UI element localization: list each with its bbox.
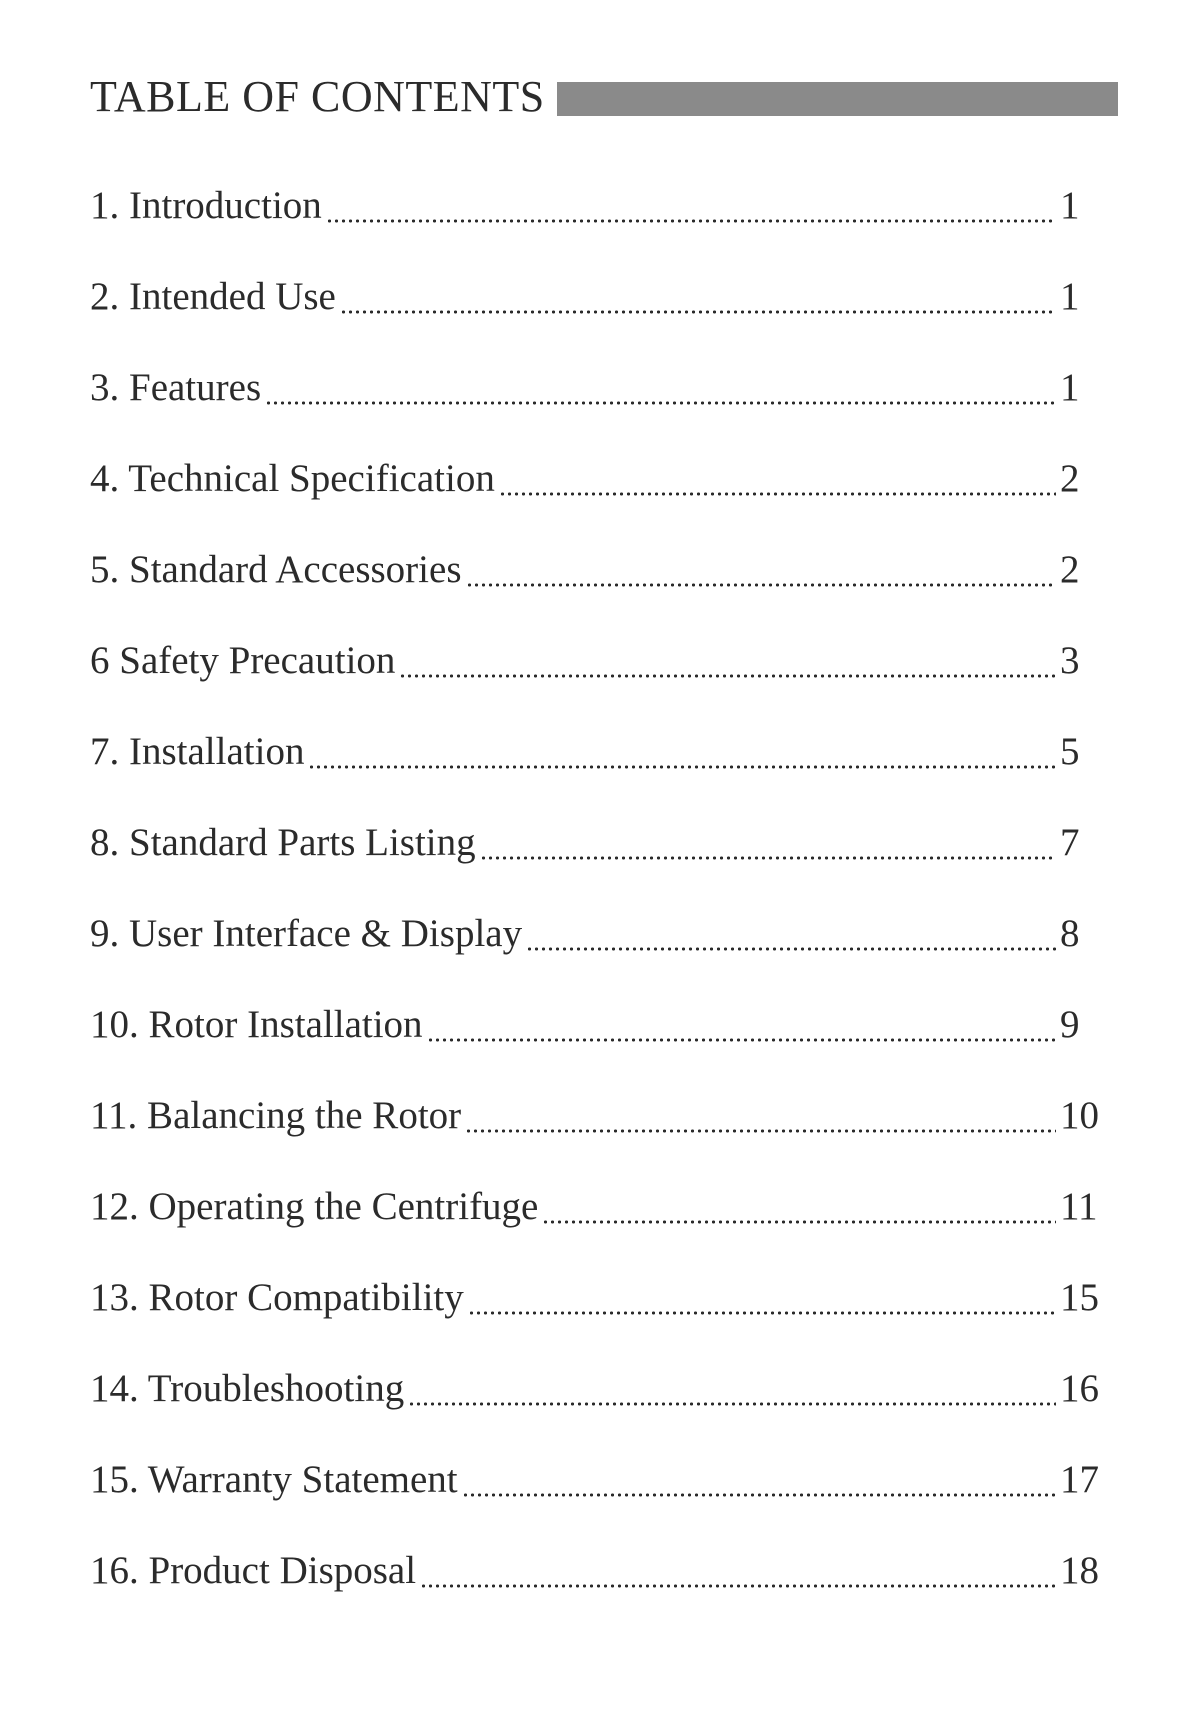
toc-entry-label: 1. Introduction [90, 184, 322, 227]
toc-dot-leader [466, 583, 1057, 587]
toc-dot-leader [542, 1220, 1056, 1224]
toc-dot-leader [480, 856, 1056, 860]
toc-entry[interactable] [90, 1161, 1110, 1252]
toc-dot-leader [326, 219, 1056, 223]
toc-entry-page-number: 11 [1060, 1185, 1098, 1228]
toc-entry[interactable] [90, 888, 1110, 979]
toc-entry[interactable] [90, 342, 1110, 433]
toc-entry[interactable] [90, 433, 1110, 524]
toc-entry-page-number: 2 [1060, 548, 1080, 591]
toc-entry-page-number: 15 [1060, 1276, 1099, 1319]
toc-entry-page-number: 1 [1060, 275, 1080, 318]
toc-entry-page-number: 9 [1060, 1003, 1080, 1046]
toc-entry-label: 2. Intended Use [90, 275, 336, 318]
toc-entry-page-number: 17 [1060, 1458, 1099, 1501]
toc-dot-leader [526, 947, 1056, 951]
table-of-contents [90, 160, 1110, 1616]
toc-entry-page-number: 5 [1060, 730, 1080, 773]
toc-entry-label: 12. Operating the Centrifuge [90, 1185, 539, 1228]
toc-entry-page-number: 18 [1060, 1549, 1099, 1592]
title-decorative-bar [557, 82, 1118, 116]
toc-entry-page-number: 1 [1060, 366, 1080, 409]
toc-entry[interactable] [90, 1525, 1110, 1616]
toc-entry-label: 5. Standard Accessories [90, 548, 462, 591]
toc-entry-label: 9. User Interface & Display [90, 912, 523, 955]
toc-entry[interactable] [90, 706, 1110, 797]
toc-entry[interactable] [90, 797, 1110, 888]
toc-entry-label: 13. Rotor Compatibility [90, 1276, 464, 1319]
toc-dot-leader [420, 1584, 1056, 1588]
toc-entry-page-number: 7 [1060, 821, 1080, 864]
toc-entry-label: 16. Product Disposal [90, 1549, 417, 1592]
toc-entry[interactable] [90, 1252, 1110, 1343]
toc-entry[interactable] [90, 524, 1110, 615]
toc-entry-label: 8. Standard Parts Listing [90, 821, 476, 864]
toc-dot-leader [468, 1311, 1056, 1315]
toc-dot-leader [427, 1038, 1056, 1042]
toc-entry-page-number: 8 [1060, 912, 1080, 955]
toc-entry[interactable] [90, 251, 1110, 342]
toc-entry-page-number: 10 [1060, 1094, 1099, 1137]
toc-entry[interactable] [90, 979, 1110, 1070]
toc-entry[interactable] [90, 160, 1110, 251]
toc-dot-leader [499, 492, 1056, 496]
toc-entry[interactable] [90, 1434, 1110, 1525]
toc-header [90, 72, 1118, 122]
toc-dot-leader [265, 401, 1056, 405]
page-title: TABLE OF CONTENTS [90, 72, 545, 121]
toc-entry-label: 6 Safety Precaution [90, 639, 396, 682]
toc-entry-label: 15. Warranty Statement [90, 1458, 458, 1501]
toc-entry-label: 7. Installation [90, 730, 305, 773]
toc-entry-page-number: 1 [1060, 184, 1080, 227]
toc-entry-page-number: 2 [1060, 457, 1080, 500]
toc-entry-label: 14. Troubleshooting [90, 1367, 405, 1410]
toc-entry-page-number: 16 [1060, 1367, 1099, 1410]
toc-entry-label: 3. Features [90, 366, 262, 409]
toc-dot-leader [408, 1402, 1056, 1406]
toc-entry[interactable] [90, 1070, 1110, 1161]
toc-entry-label: 4. Technical Specification [90, 457, 495, 500]
toc-entry-label: 10. Rotor Installation [90, 1003, 423, 1046]
toc-dot-leader [465, 1129, 1056, 1133]
toc-entry[interactable] [90, 615, 1110, 706]
toc-entry[interactable] [90, 1343, 1110, 1434]
toc-entry-page-number: 3 [1060, 639, 1080, 682]
toc-dot-leader [340, 310, 1056, 314]
toc-dot-leader [399, 674, 1056, 678]
toc-dot-leader [462, 1493, 1056, 1497]
toc-entry-label: 11. Balancing the Rotor [90, 1094, 462, 1137]
toc-dot-leader [308, 765, 1056, 769]
